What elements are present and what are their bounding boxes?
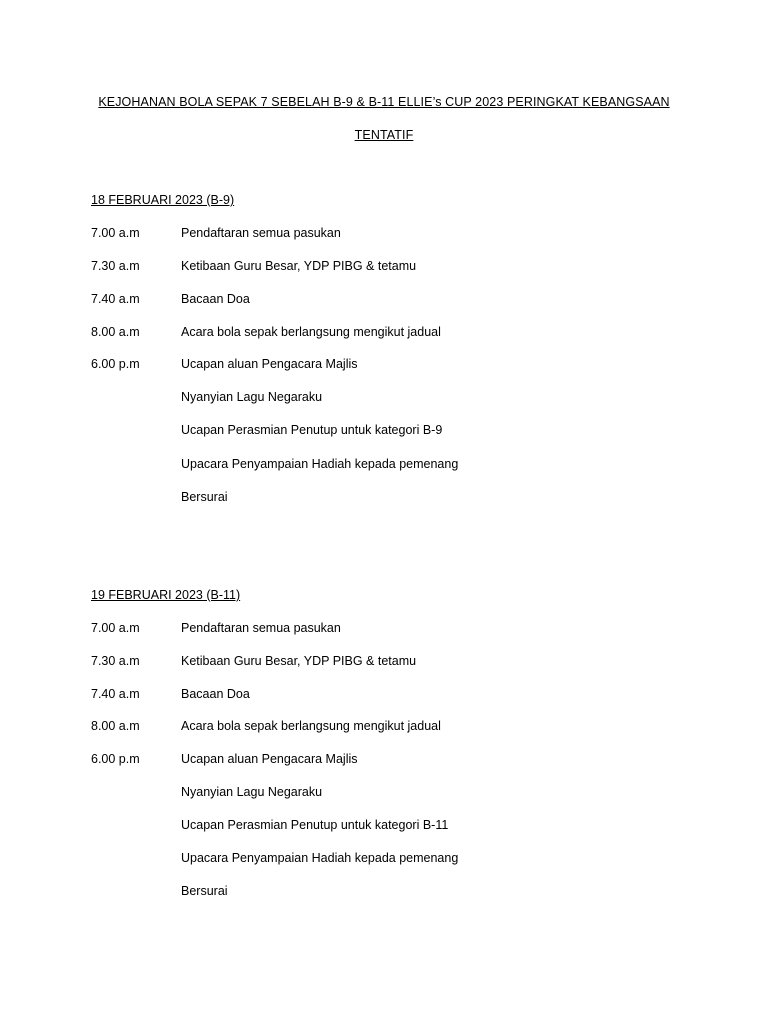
schedule-activity: Acara bola sepak berlangsung mengikut jadual xyxy=(181,325,441,339)
schedule-time: 7.00 a.m xyxy=(91,621,140,635)
section-heading-day-2: 19 FEBRUARI 2023 (B-11) xyxy=(91,588,241,602)
schedule-time: 7.30 a.m xyxy=(91,259,140,273)
schedule-activity: Bersurai xyxy=(181,490,228,504)
schedule-row xyxy=(0,785,768,805)
schedule-row xyxy=(0,259,768,279)
document-title: KEJOHANAN BOLA SEPAK 7 SEBELAH B-9 & B-11 ELLIE’s CUP 2023 PERINGKAT KEBANGSAAN xyxy=(98,95,670,109)
schedule-time: 6.00 p.m xyxy=(91,357,140,371)
schedule-time: 7.30 a.m xyxy=(91,654,140,668)
schedule-row xyxy=(0,390,768,410)
schedule-row xyxy=(0,226,768,246)
schedule-time: 6.00 p.m xyxy=(91,752,140,766)
schedule-row xyxy=(0,490,768,510)
schedule-time: 8.00 a.m xyxy=(91,719,140,733)
schedule-row xyxy=(0,423,768,443)
schedule-row xyxy=(0,687,768,707)
schedule-activity: Pendaftaran semua pasukan xyxy=(181,621,341,635)
schedule-row xyxy=(0,621,768,641)
schedule-row xyxy=(0,719,768,739)
schedule-activity: Bacaan Doa xyxy=(181,687,250,701)
schedule-activity: Bacaan Doa xyxy=(181,292,250,306)
schedule-row xyxy=(0,818,768,838)
schedule-activity: Acara bola sepak berlangsung mengikut jadual xyxy=(181,719,441,733)
schedule-activity: Upacara Penyampaian Hadiah kepada pemenang xyxy=(181,457,459,471)
schedule-row xyxy=(0,357,768,377)
schedule-activity: Ucapan Perasmian Penutup untuk kategori B-11 xyxy=(181,818,449,832)
schedule-row xyxy=(0,654,768,674)
schedule-activity: Ketibaan Guru Besar, YDP PIBG & tetamu xyxy=(181,654,417,668)
schedule-activity: Nyanyian Lagu Negaraku xyxy=(181,785,323,799)
schedule-row xyxy=(0,884,768,904)
section-heading-day-1: 18 FEBRUARI 2023 (B-9) xyxy=(91,193,235,207)
schedule-activity: Pendaftaran semua pasukan xyxy=(181,226,341,240)
schedule-row xyxy=(0,457,768,477)
schedule-time: 8.00 a.m xyxy=(91,325,140,339)
schedule-activity: Ketibaan Guru Besar, YDP PIBG & tetamu xyxy=(181,259,417,273)
schedule-activity: Upacara Penyampaian Hadiah kepada pemenang xyxy=(181,851,459,865)
schedule-activity: Ucapan Perasmian Penutup untuk kategori B-9 xyxy=(181,423,443,437)
schedule-time: 7.40 a.m xyxy=(91,292,140,306)
schedule-activity: Ucapan aluan Pengacara Majlis xyxy=(181,357,358,371)
document-subtitle: TENTATIF xyxy=(354,128,414,142)
schedule-row xyxy=(0,292,768,312)
schedule-row xyxy=(0,325,768,345)
schedule-time: 7.00 a.m xyxy=(91,226,140,240)
schedule-activity: Ucapan aluan Pengacara Majlis xyxy=(181,752,358,766)
schedule-row xyxy=(0,851,768,871)
schedule-activity: Nyanyian Lagu Negaraku xyxy=(181,390,323,404)
schedule-time: 7.40 a.m xyxy=(91,687,140,701)
schedule-row xyxy=(0,752,768,772)
schedule-activity: Bersurai xyxy=(181,884,228,898)
